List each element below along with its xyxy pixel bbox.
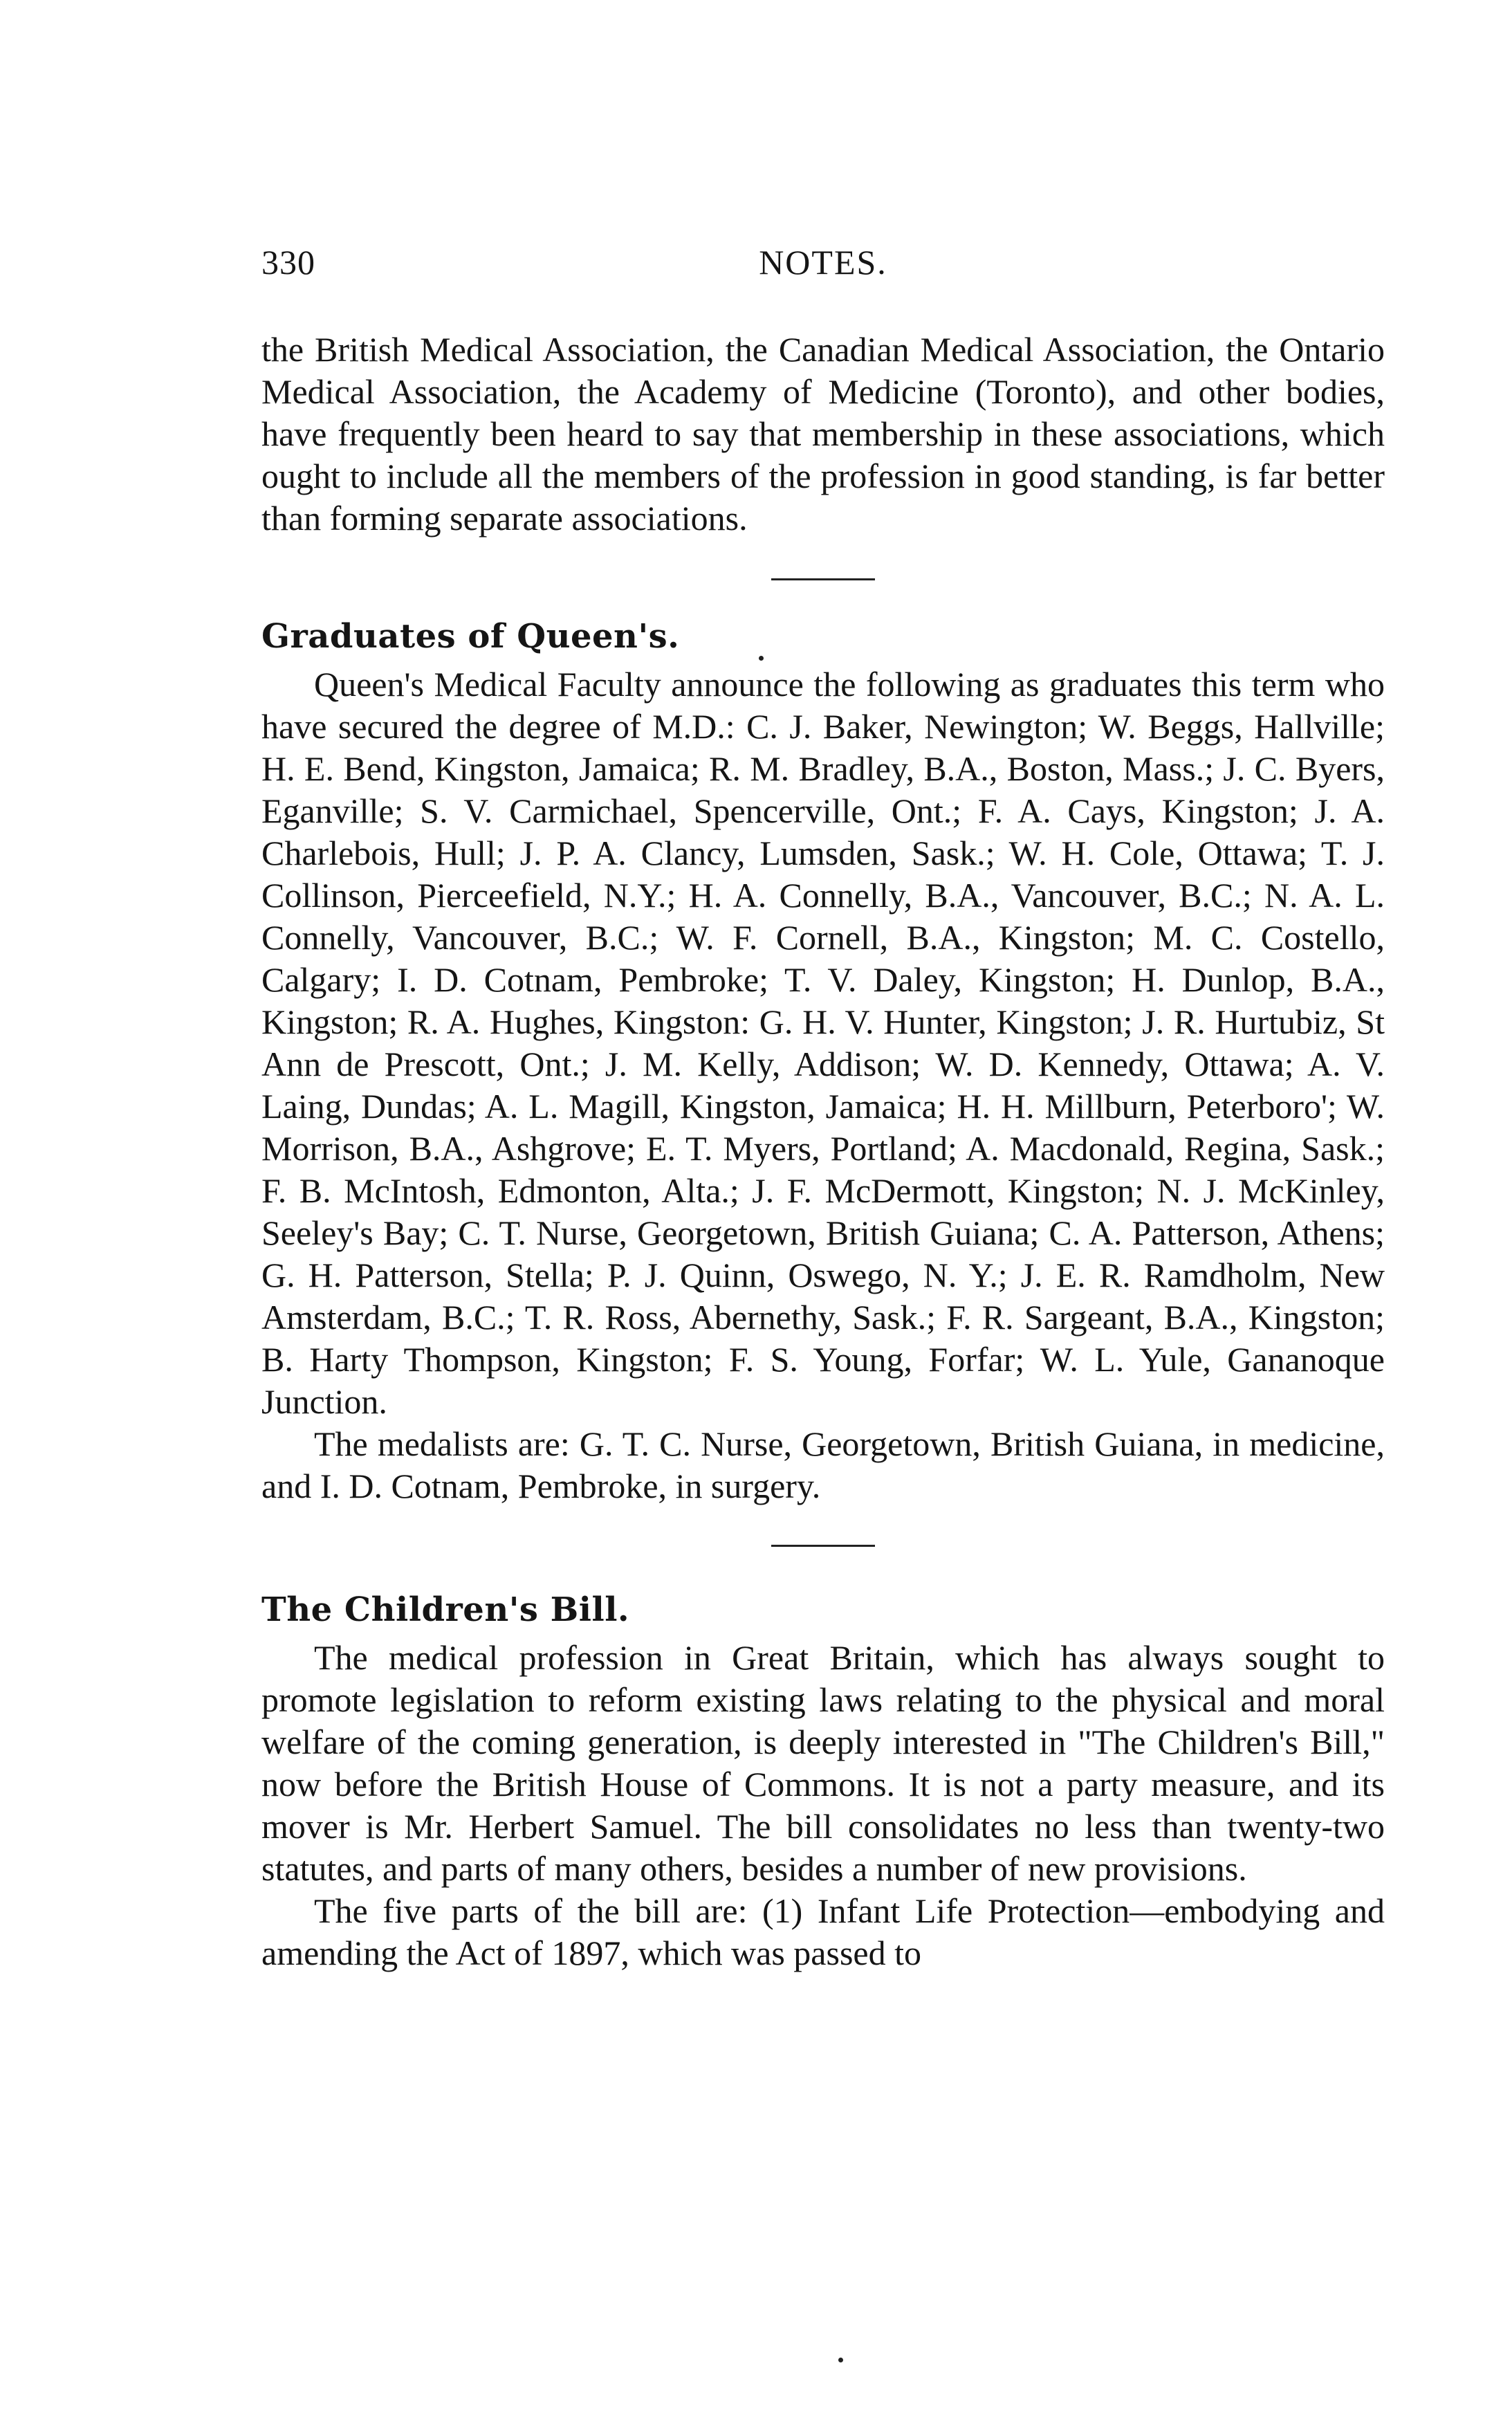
childrens-bill-paragraph: The medical profession in Great Britain, which has always sought to promote legislation to reform existing laws relating to the physical and moral welfare of the coming generation, is deeply interested in "The Children's Bill," now before the British House of Commons. It is not a party measure, and its mover is Mr. Herbert Samuel. The bill consolidates no less than twenty-two statutes, and parts of many others, besides a number of new provisions.: [261, 1638, 1385, 1888]
print-speck: [759, 656, 764, 661]
print-speck: [838, 2358, 843, 2362]
bill-parts-paragraph: The five parts of the bill are: (1) Infant Life Protection—embodying and amending the Act of 1897, which was passed to: [261, 1891, 1385, 1972]
section-divider: [771, 578, 875, 580]
childrens-bill-heading: The Children's Bill.: [261, 1590, 630, 1629]
page-content: [261, 329, 1385, 1974]
graduates-list-paragraph: Queen's Medical Faculty announce the following as graduates this term who have secured the degree of M.D.: C. J. Baker, Newington; W. Beggs, Hallville; H. E. Bend, Kingston, Jamaica; R. M. Bradley, B.A., Boston, Mass.; J. C. Byers, Eganville; S. V. Carmichael, Spencerville, Ont.; F. A. Cays, Kingston; J. A. Charlebois, Hull; J. P. A. Clancy, Lumsden, Sask.; W. H. Cole, Ottawa; T. J. Collinson, Pierceefield, N.Y.; H. A. Connelly, B.A., Vancouver, B.C.; N. A. L. Connelly, Vancouver, B.C.; W. F. Cornell, B.A., Kingston; M. C. Costello, Calgary; I. D. Cotnam, Pembroke; T. V. Daley, Kingston; H. Dunlop, B.A., Kingston; R. A. Hughes, Kingston: G. H. V. Hunter, Kingston; J. R. Hurtubiz, St Ann de Prescott, Ont.; J. M. Kelly, Addison; W. D. Kennedy, Ottawa; A. V. Laing, Dundas; A. L. Magill, Kingston, Jamaica; H. H. Millburn, Peterboro'; W. Morrison, B.A., Ashgrove; E. T. Myers, Portland; A. Macdonald, Regina, Sask.; F. B. McIntosh, Edmonton, Alta.; J. F. McDermott, Kingston; N. J. McKinley, Seeley's Bay; C. T. Nurse, Georgetown, British Guiana; C. A. Patterson, Athens; G. H. Patterson, Stella; P. J. Quinn, Oswego, N. Y.; J. E. R. Ramdholm, New Amsterdam, B.C.; T. R. Ross, Abernethy, Sask.; F. R. Sargeant, B.A., Kingston; B. Harty Thompson, Kingston; F. S. Young, Forfar; W. L. Yule, Gananoque Junction.: [261, 665, 1385, 1421]
page-header: [261, 242, 1385, 291]
graduates-heading: Graduates of Queen's.: [261, 617, 680, 656]
section-divider: [771, 1545, 875, 1547]
intro-paragraph: the British Medical Association, the Canadian Medical Association, the Ontario Medical Association, the Academy of Medicine (Toronto), and other bodies, have frequently been heard to say that membership in these associations, which ought to include all the members of the profession in good standing, is far better than forming separate associations.: [261, 330, 1385, 538]
medalists-paragraph: The medalists are: G. T. C. Nurse, Georgetown, British Guiana, in medicine, and I. D. Cotnam, Pembroke, in surgery.: [261, 1424, 1385, 1505]
running-title: NOTES.: [759, 243, 887, 282]
page-number: 330: [261, 243, 315, 282]
